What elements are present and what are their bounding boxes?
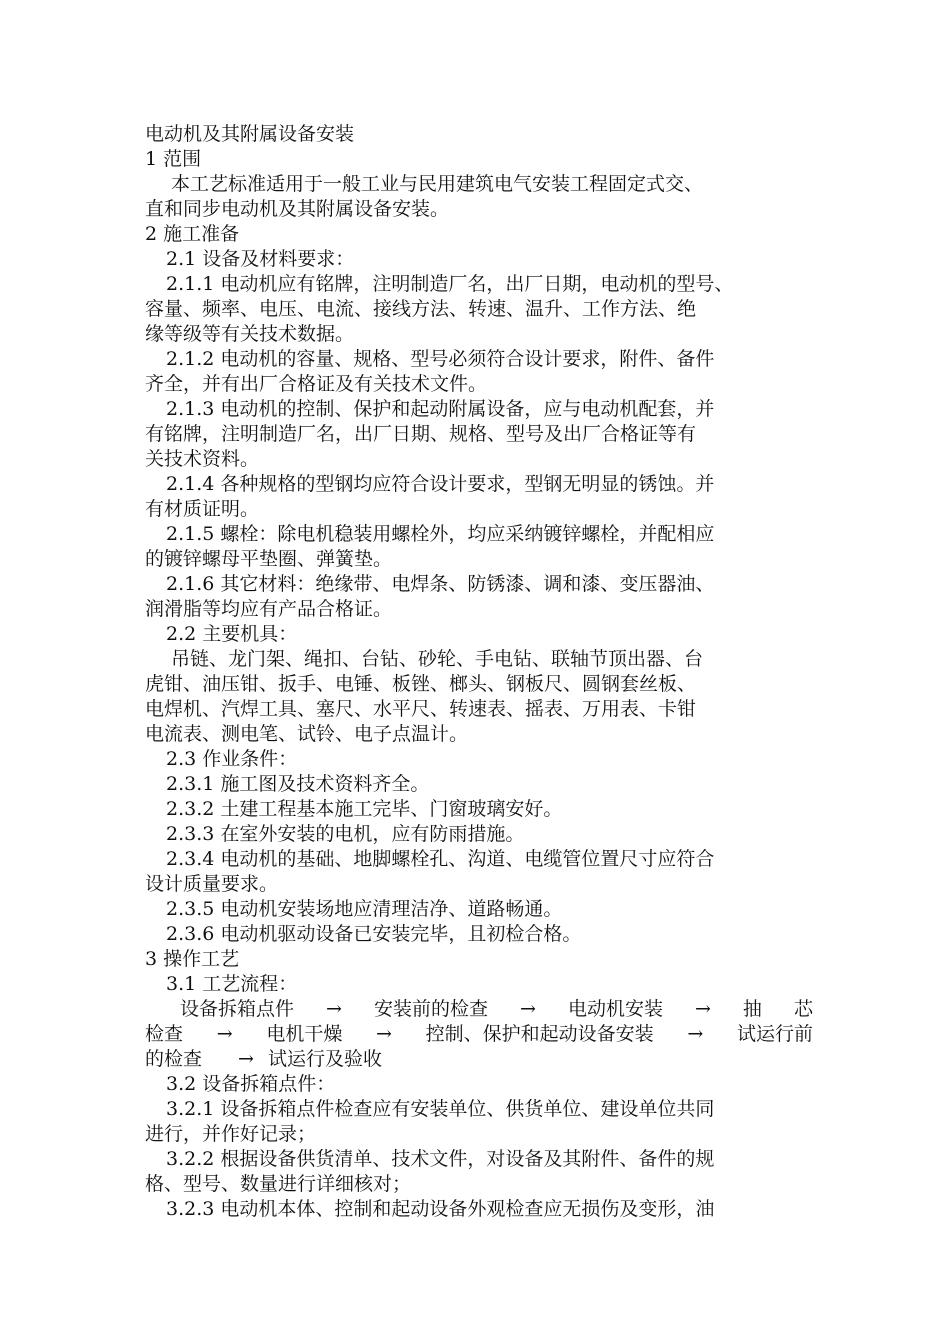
flow-arrow: →: [687, 1023, 704, 1045]
doc-line: 直和同步电动机及其附属设备安装。: [145, 198, 450, 220]
doc-line: 2.3.6 电动机驱动设备已安装完毕，且初检合格。: [166, 923, 582, 945]
doc-line: 设计质量要求。: [145, 873, 279, 895]
flow-arrow: →: [326, 998, 342, 1020]
flow-step: 的检查: [145, 1048, 203, 1070]
doc-line: 2 施工准备: [145, 223, 240, 245]
doc-line: 3 操作工艺: [145, 948, 240, 970]
doc-line: 关技术资料。: [145, 448, 260, 470]
flow-arrow: →: [694, 998, 711, 1020]
doc-line: 3.2.2 根据设备供货清单、技术文件，对设备及其附件、备件的规: [166, 1148, 715, 1170]
document-page: [145, 122, 813, 1222]
doc-line: 2.3.2 土建工程基本施工完毕、门窗玻璃安好。: [166, 798, 563, 820]
doc-line: 3.1 工艺流程：: [166, 973, 298, 995]
flow-row: [145, 1047, 813, 1072]
doc-line: 有铭牌，注明制造厂名，出厂日期、规格、型号及出厂合格证等有: [145, 423, 697, 445]
flow-step: 电动机安装: [567, 998, 663, 1020]
doc-line: 2.3.1 施工图及技术资料齐全。: [166, 773, 430, 795]
process-flow: [145, 997, 813, 1072]
doc-line: 润滑脂等均应有产品合格证。: [145, 598, 393, 620]
doc-line: 有材质证明。: [145, 498, 260, 520]
doc-line: 进行，并作好记录；: [145, 1123, 317, 1145]
doc-line: 3.2.1 设备拆箱点件检查应有安装单位、供货单位、建设单位共同: [166, 1098, 715, 1120]
doc-line: 2.1.5 螺栓：除电机稳装用螺栓外，均应采纳镀锌螺栓，并配相应: [166, 523, 715, 545]
flow-arrow: →: [376, 1023, 392, 1045]
doc-line: 2.1 设备及材料要求：: [166, 248, 355, 270]
flow-row: [145, 1022, 813, 1047]
doc-body-part-2: [145, 1072, 813, 1222]
doc-line: 2.1.6 其它材料：绝缘带、电焊条、防锈漆、调和漆、变压器油、: [166, 573, 715, 595]
flow-step: 检查: [145, 1023, 184, 1045]
flow-arrow: →: [238, 1048, 254, 1070]
flow-step: 安装前的检查: [373, 998, 488, 1020]
doc-line: 齐全，并有出厂合格证及有关技术文件。: [145, 373, 488, 395]
doc-line: 2.1.2 电动机的容量、规格、型号必须符合设计要求，附件、备件: [166, 348, 715, 370]
flow-step: 试运行前: [736, 1023, 813, 1045]
doc-line: 3.2 设备拆箱点件：: [166, 1073, 336, 1095]
flow-step: 芯: [793, 998, 813, 1020]
doc-line: 容量、频率、电压、电流、接线方法、转速、温升、工作方法、绝: [145, 298, 697, 320]
doc-line: 2.3.3 在室外安装的电机，应有防雨措施。: [166, 823, 525, 845]
doc-line: 2.1.3 电动机的控制、保护和起动附属设备，应与电动机配套，并: [166, 398, 715, 420]
doc-line: 1 范围: [145, 148, 202, 170]
doc-line: 吊链、龙门架、绳扣、台钻、砂轮、手电钻、联轴节顶出器、台: [171, 648, 704, 670]
doc-line: 2.3.5 电动机安装场地应清理洁净、道路畅通。: [166, 898, 563, 920]
doc-line: 2.1.1 电动机应有铭牌，注明制造厂名，出厂日期，电动机的型号、: [166, 273, 734, 295]
flow-row: [145, 997, 813, 1022]
doc-body-part-1: [145, 147, 813, 997]
doc-line: 缘等级等有关技术数据。: [145, 323, 355, 345]
flow-step: 试运行及验收: [267, 1048, 382, 1070]
flow-step: 电机干燥: [266, 1023, 343, 1045]
doc-line: 电流表、测电笔、试铃、电子点温计。: [145, 723, 469, 745]
doc-line: 格、型号、数量进行详细核对；: [145, 1173, 412, 1195]
flow-step: 控制、保护和起动设备安装: [425, 1023, 654, 1045]
flow-step: 抽: [742, 998, 762, 1020]
flow-arrow: →: [216, 1023, 233, 1045]
flow-step: 设备拆箱点件: [180, 998, 295, 1020]
doc-title: 电动机及其附属设备安装: [145, 123, 355, 145]
doc-line: 2.2 主要机具：: [166, 623, 298, 645]
doc-line: 电焊机、汽焊工具、塞尺、水平尺、转速表、摇表、万用表、卡钳: [145, 698, 697, 720]
doc-line: 本工艺标准适用于一般工业与民用建筑电气安装工程固定式交、: [171, 173, 704, 195]
doc-line: 虎钳、油压钳、扳手、电锤、板锉、榔头、钢板尺、圆钢套丝板、: [145, 673, 697, 695]
doc-line: 2.3 作业条件：: [166, 748, 298, 770]
doc-line: 2.1.4 各种规格的型钢均应符合设计要求，型钢无明显的锈蚀。并: [166, 473, 715, 495]
flow-arrow: →: [520, 998, 536, 1020]
doc-line: 3.2.3 电动机本体、控制和起动设备外观检查应无损伤及变形，油: [166, 1198, 715, 1220]
doc-line: 2.3.4 电动机的基础、地脚螺栓孔、沟道、电缆管位置尺寸应符合: [166, 848, 715, 870]
doc-line: 的镀锌螺母平垫圈、弹簧垫。: [145, 548, 393, 570]
